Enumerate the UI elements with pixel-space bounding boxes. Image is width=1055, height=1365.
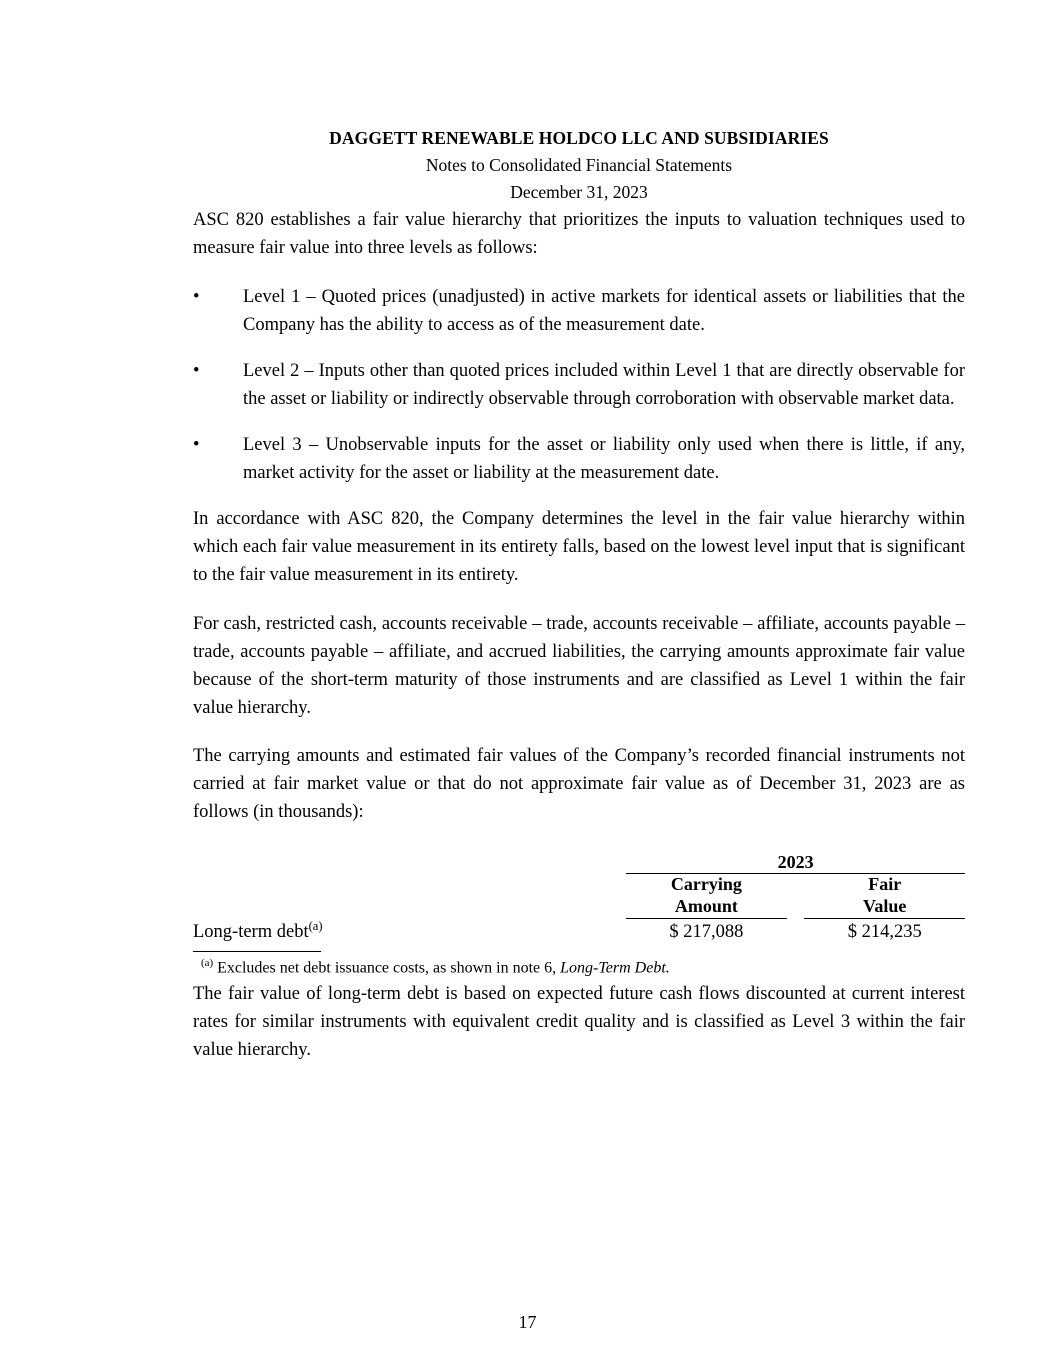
bullet-icon: •: [193, 286, 200, 307]
table-header-fair-line1: Fair: [868, 874, 902, 895]
table-row-subheader: [193, 874, 965, 918]
table-row-label-footnote-marker: (a): [308, 918, 323, 933]
header-subtitle: Notes to Consolidated Financial Statements: [425, 155, 733, 176]
table-header-fair-value: [804, 874, 965, 918]
table-cell-empty: [193, 874, 626, 918]
table-cell-gap: [787, 919, 805, 943]
footnote-divider: [193, 951, 321, 952]
paragraph-closing: The fair value of long-term debt is based on expected future cash flows discounted at current interest rates for similar instruments with equivalent credit quality and is classified as Level 3 within the fair value hierarchy.: [193, 983, 965, 1060]
table-header-fair-line2: Value: [863, 896, 907, 917]
table-row-year: [193, 852, 965, 873]
bullet-icon: •: [193, 360, 200, 381]
list-item-text: Level 2 – Inputs other than quoted prices included within Level 1 that are directly observable for the asset or liability or indirectly observable through corroboration with observable market data.: [243, 360, 965, 409]
table-row-label-long-term-debt: [193, 919, 626, 943]
list-item-text: Level 3 – Unobservable inputs for the asset or liability only used when there is little, if any, market activity for the asset or liability at the measurement date.: [243, 435, 965, 484]
fair-value-levels-list: [193, 283, 965, 488]
fair-value-table-wrapper: [193, 852, 965, 943]
paragraph-intro: ASC 820 establishes a fair value hierarchy that prioritizes the inputs to valuation techniques used to measure fair value into three levels as follows:: [193, 210, 965, 259]
table-row-label-text: Long-term debt: [193, 921, 309, 942]
footnote-reference-title: Long-Term Debt.: [560, 959, 670, 977]
paragraph-accordance: In accordance with ASC 820, the Company determines the level in the fair value hierarchy within which each fair value measurement in its entirety falls, based on the lowest level input that is significant to the fair value measurement in its entirety.: [193, 509, 965, 586]
fair-value-table: [193, 852, 965, 943]
page-number: 17: [518, 1312, 537, 1332]
table-header-carrying-amount: [626, 874, 787, 918]
table-cell-fair-value: $ 214,235: [847, 921, 922, 942]
table-header-year: 2023: [777, 852, 814, 873]
header-date: December 31, 2023: [510, 182, 648, 203]
bullet-icon: •: [193, 435, 200, 456]
footnote: [201, 956, 965, 980]
list-item: [193, 283, 965, 339]
table-cell-carrying-amount: $ 217,088: [669, 921, 744, 942]
list-item-text: Level 1 – Quoted prices (unadjusted) in active markets for identical assets or liabilities that the Company has the ability to access as of the measurement date.: [243, 286, 965, 335]
footnote-marker: (a): [201, 956, 214, 969]
table-header-carrying-line1: Carrying: [670, 874, 742, 895]
list-item: [193, 357, 965, 413]
table-header-carrying-line2: Amount: [674, 896, 738, 917]
header-company-name: DAGGETT RENEWABLE HOLDCO LLC AND SUBSIDIARIES: [329, 128, 829, 148]
table-cell-gap: [787, 874, 805, 918]
table-cell-empty: [193, 852, 626, 873]
footnote-text: Excludes net debt issuance costs, as shown in note 6,: [217, 959, 557, 977]
list-item: [193, 431, 965, 487]
paragraph-carrying-amounts: The carrying amounts and estimated fair values of the Company’s recorded financial instruments not carried at fair market value or that do not approximate fair value as of December 31, 2023 are as follows (in thousands):: [193, 746, 965, 823]
table-row: [193, 919, 965, 943]
page-content: [193, 125, 965, 1084]
document-header: [193, 125, 965, 206]
paragraph-cash-equivalents: For cash, restricted cash, accounts receivable – trade, accounts receivable – affiliate, accounts payable – trade, accounts payable – affiliate, and accrued liabilities, the carrying amounts approximate fair value because of the short-term maturity of those instruments and are classified as Level 1 within the fair value hierarchy.: [193, 613, 965, 718]
